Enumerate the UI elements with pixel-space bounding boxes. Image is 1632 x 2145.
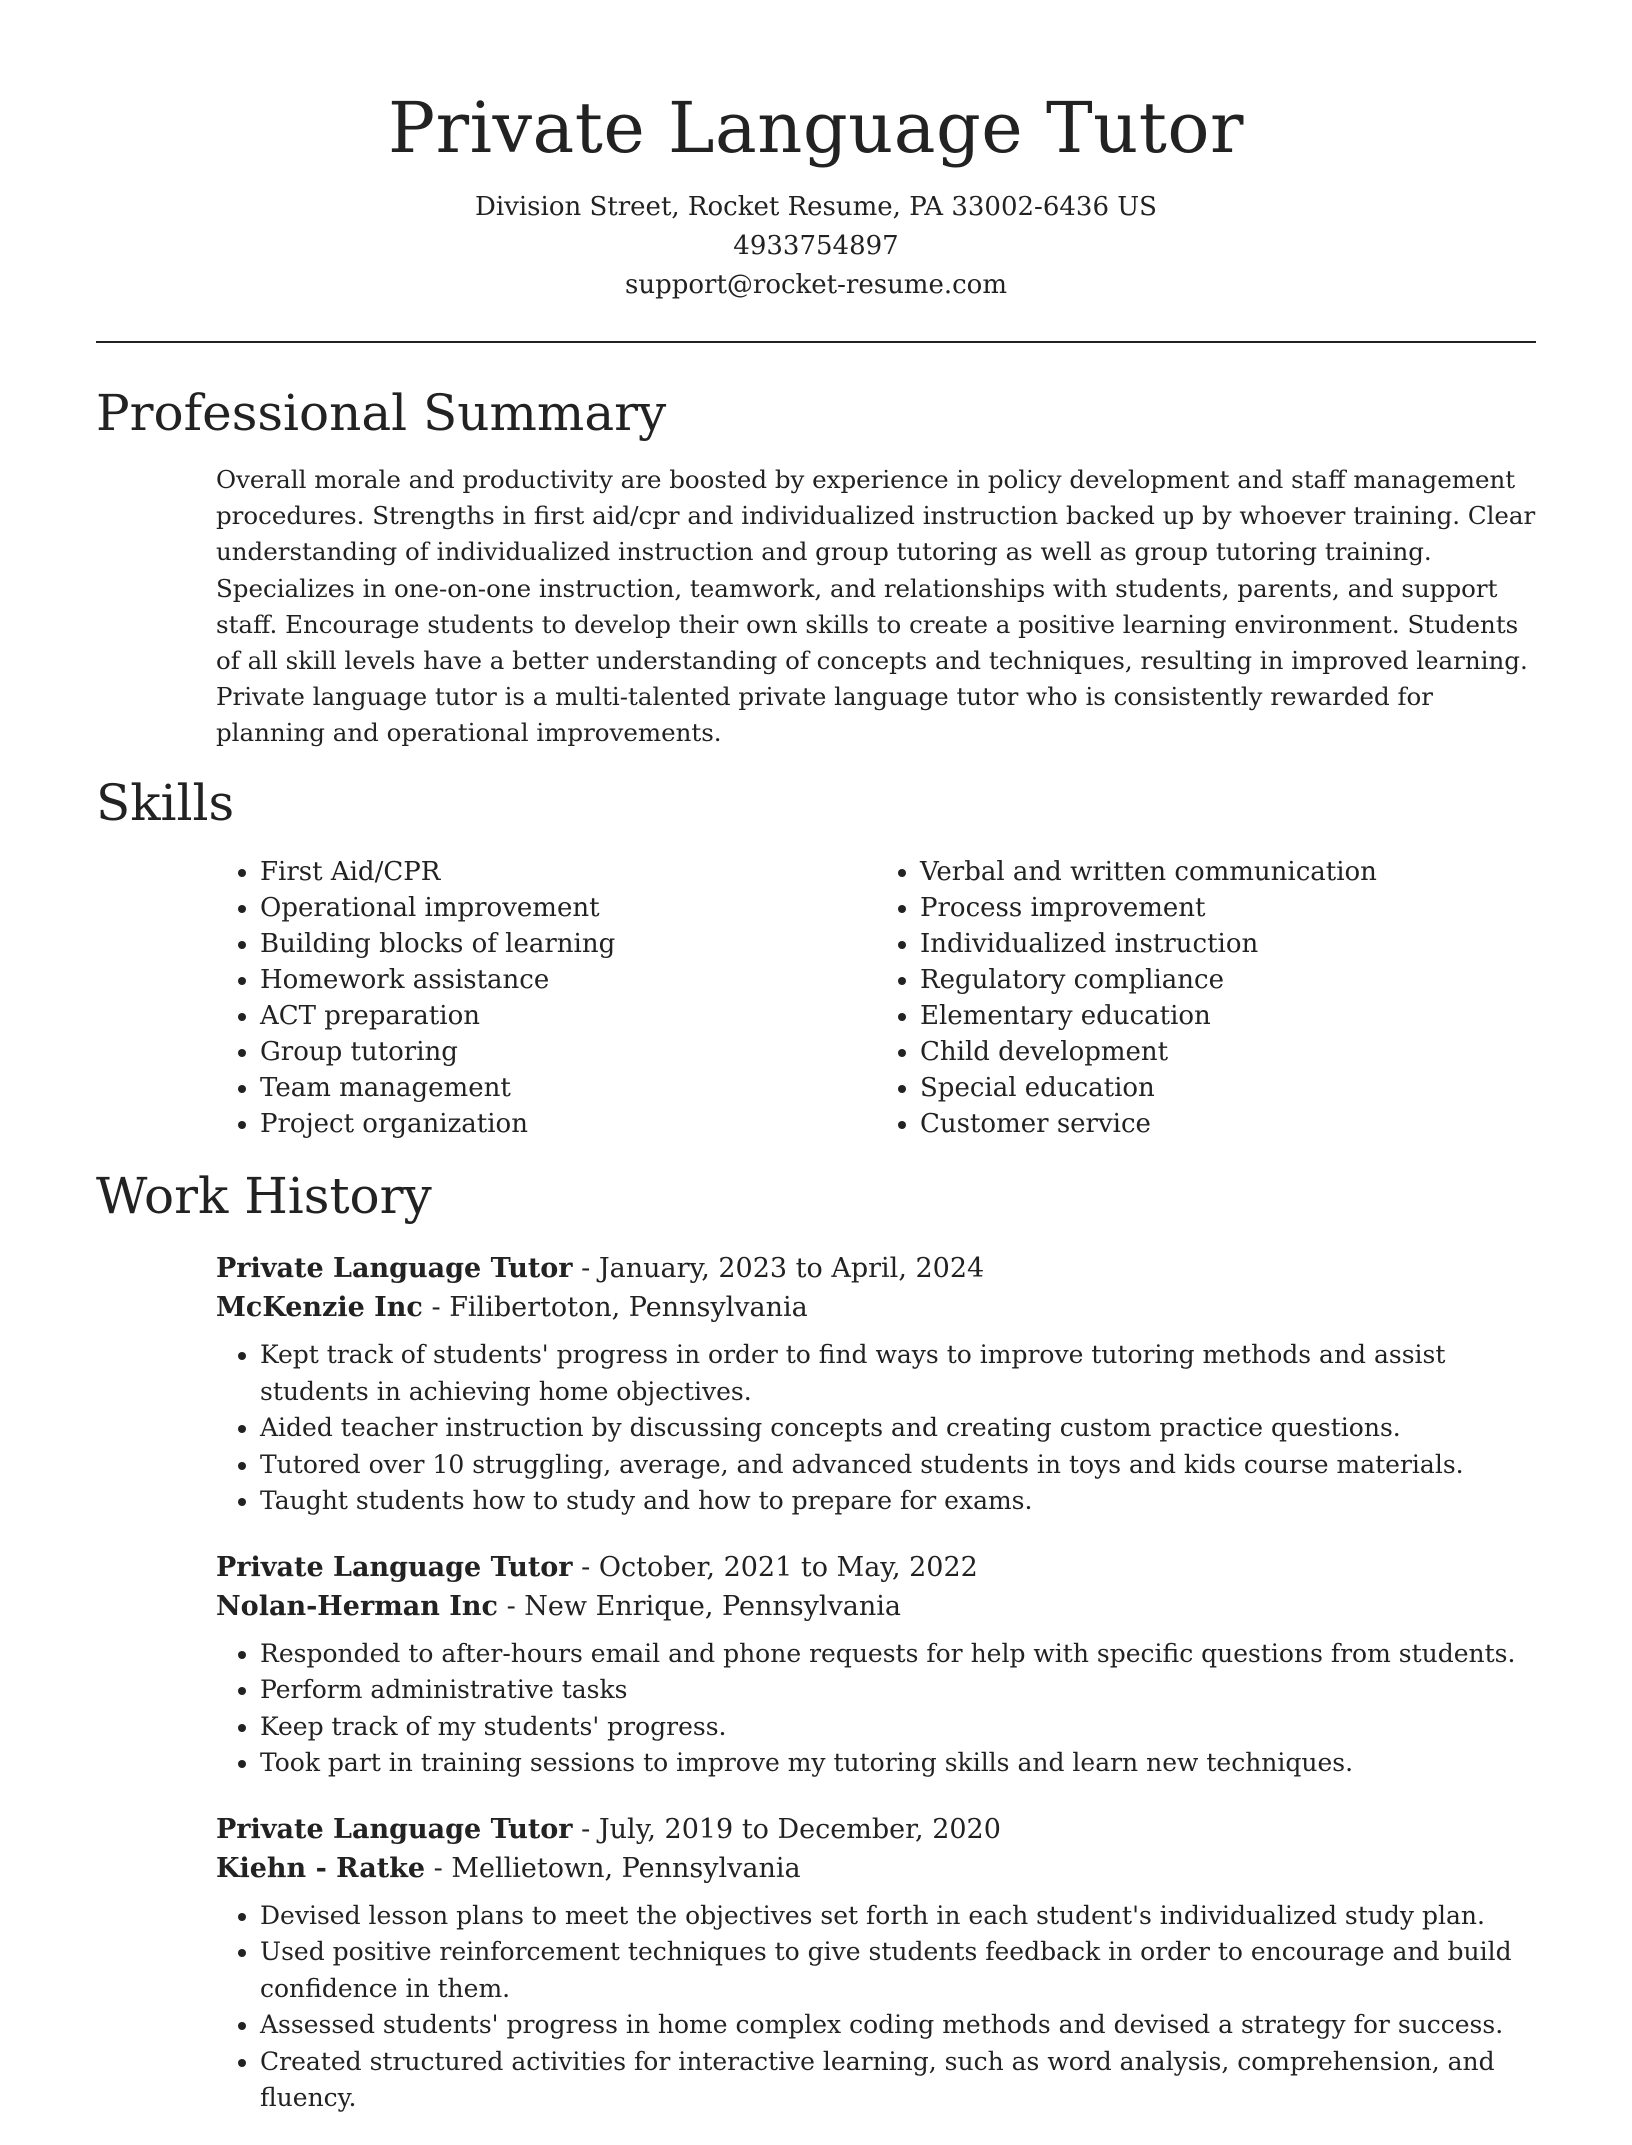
job-bullet: • Taught students how to study and how to prepare for exams. <box>260 1483 1536 1520</box>
job-title-line <box>216 1810 1536 1849</box>
job-company-line <box>216 1288 1536 1327</box>
job-bullets <box>216 1337 1536 1520</box>
job-bullet: • Tutored over 10 struggling, average, and advanced students in toys and kids course materials. <box>260 1447 1536 1484</box>
summary-text: Overall morale and productivity are boosted by experience in policy development and staff management procedures. Strengths in first aid/cpr and individualized instruction backed up by whoever training. Clear understanding of individualized instruction and group tutoring as well as group tutoring training. Specializes in one-on-one instruction, teamwork, and relationships with students, parents, and support staff. Encourage students to develop their own skills to create a positive learning environment. Students of all skill levels have a better understanding of concepts and techniques, resulting in improved learning. Private language tutor is a multi-talented private language tutor who is consistently rewarded for planning and operational improvements. <box>216 465 1536 748</box>
skills-column-left <box>216 854 876 1142</box>
job-title-line <box>216 1249 1536 1288</box>
job-title-line <box>216 1548 1536 1587</box>
job-bullets <box>216 1898 1536 2117</box>
skill-item: • ACT preparation <box>260 998 876 1034</box>
skill-item: • Homework assistance <box>260 962 876 998</box>
job-bullets <box>216 1636 1536 1782</box>
job-bullet: • Responded to after-hours email and phone requests for help with specific questions from students. <box>260 1636 1536 1673</box>
job-bullet: • Kept track of students' progress in order to find ways to improve tutoring methods and assist students in achieving home objectives. <box>260 1337 1536 1410</box>
contact-email: support@rocket-resume.com <box>624 270 1007 300</box>
skill-item: • Regulatory compliance <box>920 962 1536 998</box>
job-entry <box>216 1548 1536 1782</box>
work-history-list <box>216 1249 1536 2145</box>
job-company: Nolan-Herman Inc <box>216 1590 498 1622</box>
separator: - <box>572 1551 599 1583</box>
skill-item: • Special education <box>920 1070 1536 1106</box>
job-company-line <box>216 1587 1536 1626</box>
job-location: New Enrique, Pennsylvania <box>524 1590 901 1622</box>
job-location: Mellietown, Pennsylvania <box>451 1852 801 1884</box>
separator: - <box>572 1813 599 1845</box>
contact-address: Division Street, Rocket Resume, PA 33002-6436 US <box>475 192 1157 222</box>
skill-item: • First Aid/CPR <box>260 854 876 890</box>
skill-item: • Process improvement <box>920 890 1536 926</box>
job-company-line <box>216 1849 1536 1888</box>
job-location: Filibertoton, Pennsylvania <box>449 1292 808 1323</box>
job-dates: January, 2023 to April, 2024 <box>598 1253 985 1284</box>
job-title: Private Language Tutor <box>216 1253 573 1284</box>
job-title: Private Language Tutor <box>216 1813 573 1845</box>
skill-item: • Group tutoring <box>260 1034 876 1070</box>
job-bullet: • Aided teacher instruction by discussing concepts and creating custom practice questions. <box>260 1410 1536 1447</box>
header-divider <box>96 341 1536 343</box>
job-bullet: • Took part in training sessions to improve my tutoring skills and learn new techniques. <box>260 1745 1536 1782</box>
job-entry <box>216 1810 1536 2117</box>
job-entry <box>216 1249 1536 1520</box>
job-bullet: • Used positive reinforcement techniques to give students feedback in order to encourage and build confidence in them. <box>260 1934 1536 2007</box>
job-title: Private Language Tutor <box>216 1551 573 1583</box>
separator: - <box>425 1852 452 1884</box>
candidate-name: Private Language Tutor <box>388 87 1244 169</box>
job-bullet: • Perform administrative tasks <box>260 1672 1536 1709</box>
skill-item: • Building blocks of learning <box>260 926 876 962</box>
skill-item: • Operational improvement <box>260 890 876 926</box>
job-bullet: • Created structured activities for interactive learning, such as word analysis, comprehension, and fluency. <box>260 2044 1536 2117</box>
skill-item: • Individualized instruction <box>920 926 1536 962</box>
job-bullet: • Keep track of my students' progress. <box>260 1709 1536 1746</box>
skill-item: • Project organization <box>260 1106 876 1142</box>
skills-list <box>216 854 1536 1142</box>
work-history-heading: Work History <box>96 1167 432 1225</box>
skill-item: • Customer service <box>920 1106 1536 1142</box>
skills-column-right <box>876 854 1536 1142</box>
separator: - <box>572 1253 599 1284</box>
summary-heading: Professional Summary <box>96 384 667 442</box>
skill-item: • Team management <box>260 1070 876 1106</box>
job-dates: October, 2021 to May, 2022 <box>598 1551 978 1583</box>
skill-item: • Verbal and written communication <box>920 854 1536 890</box>
skill-item: • Elementary education <box>920 998 1536 1034</box>
job-company: Kiehn - Ratke <box>216 1852 426 1884</box>
job-dates: July, 2019 to December, 2020 <box>598 1813 1001 1845</box>
separator: - <box>422 1292 450 1323</box>
skill-item: • Child development <box>920 1034 1536 1070</box>
separator: - <box>497 1590 525 1622</box>
job-bullet: • Devised lesson plans to meet the objectives set forth in each student's individualized study plan. <box>260 1898 1536 1935</box>
job-company: McKenzie Inc <box>216 1292 423 1323</box>
contact-phone: 4933754897 <box>733 231 899 261</box>
skills-heading: Skills <box>96 774 235 832</box>
job-bullet: • Assessed students' progress in home complex coding methods and devised a strategy for success. <box>260 2007 1536 2044</box>
contact-block <box>0 188 1632 305</box>
resume-header <box>0 0 1632 305</box>
